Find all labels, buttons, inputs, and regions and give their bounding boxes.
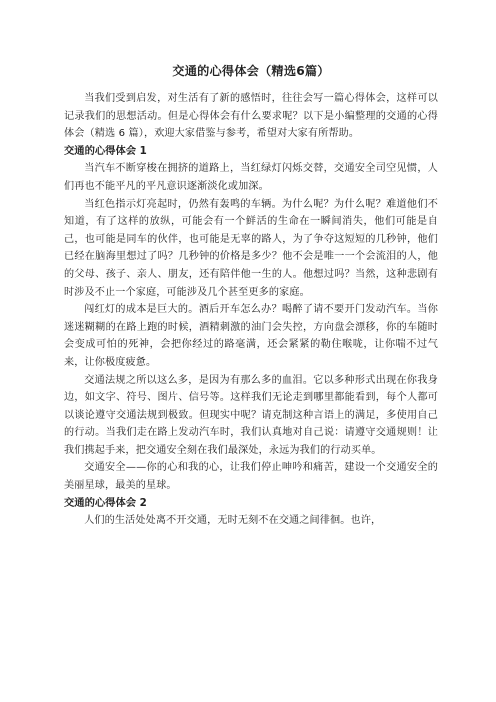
document-title: 交通的心得体会（精选6篇） <box>172 64 330 78</box>
intro-paragraph: 当我们受到启发，对生活有了新的感悟时，往往会写一篇心得体会，这样可以记录我们的思想活动。但是心得体会有什么要求呢？以下是小编整理的交通的心得体会（精选 6 篇），欢迎大家借鉴与参考，希望对大家有所帮助。 <box>64 93 438 140</box>
section-1-paragraph-4: 交通法规之所以这么多，是因为有那么多的血泪。它以多种形式出现在你我身边，如文字、符号、图片、信号等。这样我们无论走到哪里都能看到，每个人都可以谈论遵守交通法规到极致。但现实中呢？请克制这种言语上的满足，多使用自己的行动。当我们走在路上发动汽车时，我们认真地对自己说：请遵守交通规则！让我们携起手来，把交通安全刻在我们最深处，永远为我们的行动买单。 <box>64 374 438 456</box>
section-1-paragraph-5: 交通安全——你的心和我的心，让我们停止呻吟和痛苦，建设一个交通安全的美丽星球，最美的星球。 <box>64 462 438 492</box>
section-1-paragraph-3: 闯红灯的成本是巨大的。酒后开车怎么办？喝醉了请不要开门发动汽车。当你迷迷糊糊的在路上跑的时候，酒精刺激的油门会失控，方向盘会漂移，你的车随时会变成可怕的死神，会把你经过的路毫满，还会紧紧的勒住喉咙，让你喘不过气来，让你极度疲惫。 <box>64 304 438 368</box>
section-1-paragraph-2: 当红色指示灯亮起时，仍然有轰鸣的车辆。为什么呢？为什么呢？难道他们不知道，有了这样的放纵，可能会有一个鲜活的生命在一瞬间消失，他们可能是自己，也可能是同车的伙伴，也可能是无辜的路人，为了争夺这短短的几秒钟，他们已经在脑海里想过了吗？几秒钟的价格是多少？他不会是唯一一个会流泪的人，他的父母、孩子、亲人、朋友，还有陪伴他一生的人。他想过吗？当然，这种悲剧有时涉及不止一个家庭，可能涉及几个甚至更多的家庭。 <box>64 198 438 298</box>
section-heading-1: 交通的心得体会 1 <box>64 144 147 157</box>
section-2-paragraph-1: 人们的生活处处离不开交通，无时无刻不在交通之间徘徊。也许， <box>84 515 382 527</box>
section-heading-2: 交通的心得体会 2 <box>64 496 147 509</box>
section-1-paragraph-1: 当汽车不断穿梭在拥挤的道路上，当红绿灯闪烁交替，交通安全司空见惯，人们再也不能平凡的平凡意识逐渐淡化或加深。 <box>64 163 438 192</box>
